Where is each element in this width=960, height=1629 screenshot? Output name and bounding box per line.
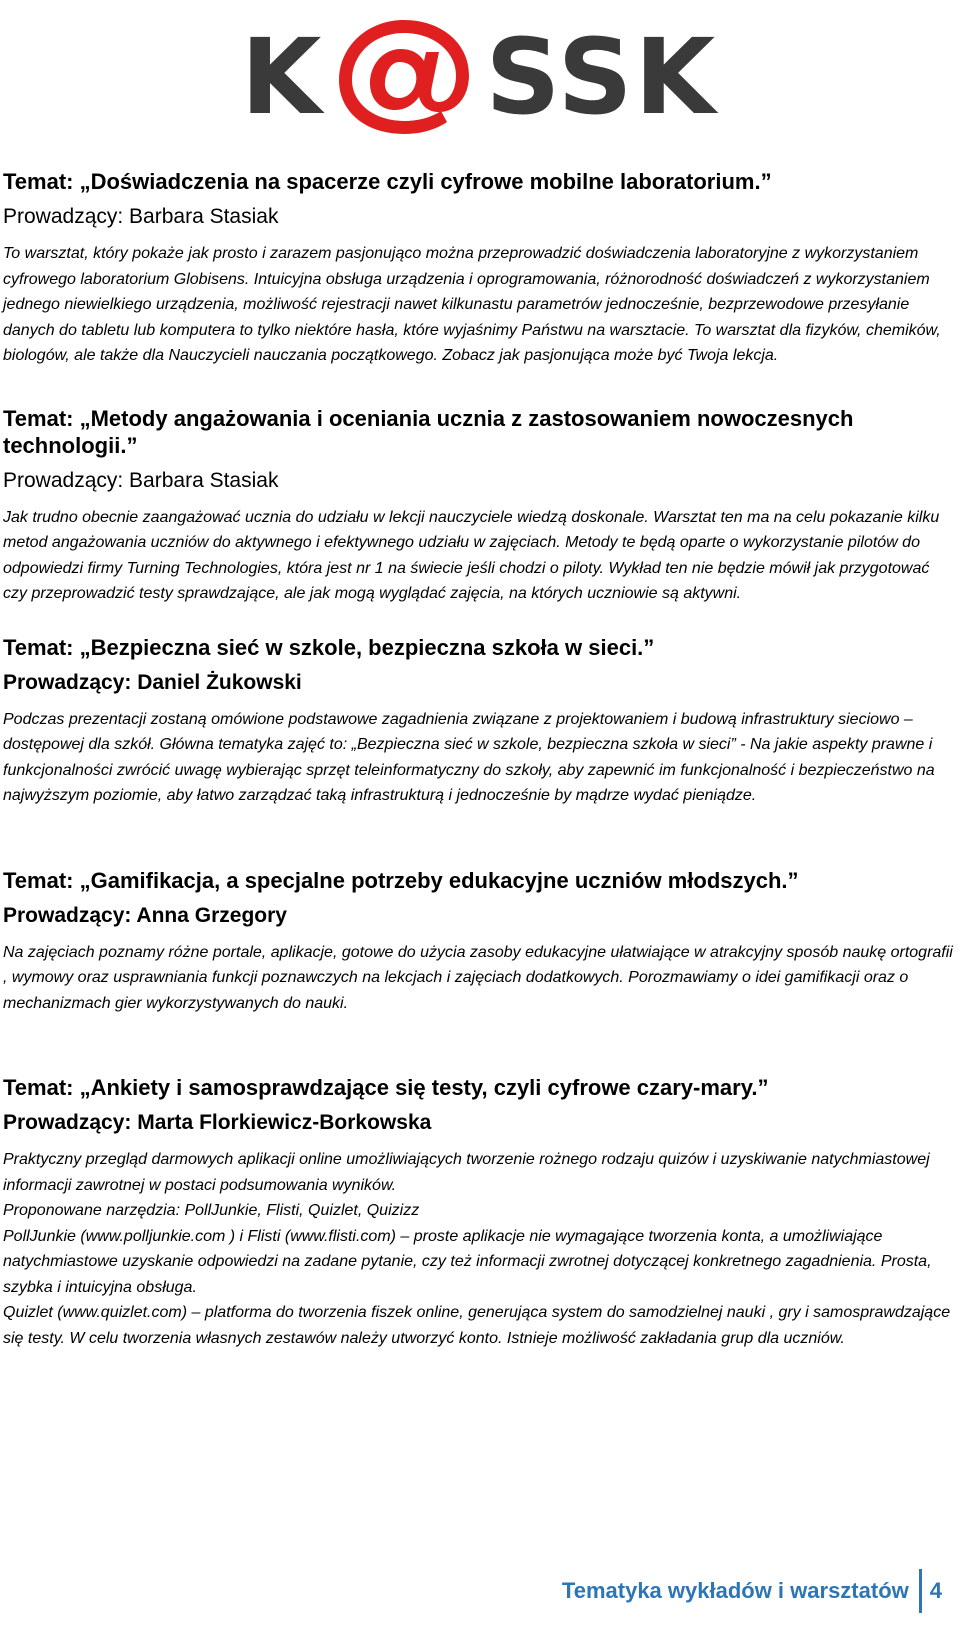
description-text: Jak trudno obecnie zaangażować ucznia do udziału w lekcji nauczyciele wiedzą doskonale. Warsztat ten ma na celu pokazanie kilku metod angażowania uczniów do aktywnego i efektywnego udziału w zajęciach. Metody te będą oparte o wykorzystanie pilotów do odpowiedzi firmy Turning Technologies, która jest nr 1 na świecie jeśli chodzi o piloty. Wykład ten nie będzie mówił jak przygotować czy przeprowadzić testy sprawdzające, ale jak mogą wyglądać zajęcia, na których uczniowie są aktywni. (3, 508, 940, 602)
workshop-section (3, 405, 953, 607)
footer-title: Tematyka wykładów i warsztatów (561, 1578, 909, 1603)
tool-details-paragraph: Quizlet (www.quizlet.com) – platforma do tworzenia fiszek online, generująca system do samodzielnej nauki , gry i samosprawdzające się testy. W celu tworzenia własnych zestawów należy utworzyć konto. Istnieje możliwość zakładania grup dla uczniów. (3, 1304, 951, 1347)
workshop-section (3, 867, 953, 1017)
workshop-topic: Temat: „Bezpieczna sieć w szkole, bezpieczna szkoła w sieci.” (3, 634, 655, 660)
kassk-logo (240, 14, 718, 140)
workshop-description (3, 505, 953, 607)
workshop-leader: Prowadzący: Daniel Żukowski (3, 670, 302, 694)
description-text: Podczas prezentacji zostaną omówione podstawowe zagadnienia związane z projektowaniem i budową infrastruktury sieciowo – dostępowej dla szkół. Główna tematyka zajęć to: „Bezpieczna sieć w szkole, bezpieczna szkoła w sieci” - Na jakie aspekty prawne i funkcjonalności zwrócić uwagę wybierając sprzęt teleinformatyczny do szkoły, aby zapewnić im funkcjonalność i bezpieczeństwo na najwyższym poziomie, aby łatwo zarządzać taką infrastrukturą i jednocześnie by mądrze wydać pieniądze. (3, 710, 935, 804)
description-text: Na zajęciach poznamy różne portale, aplikacje, gotowe do użycia zasoby edukacyjne ułatwiające w atrakcyjny sposób naukę ortografii , wymowy oraz usprawniania funkcji poznawczych na lekcjach i zajęciach dodatkowych. Porozmawiamy o idei gamifikacji oraz o mechanizmach gier wykorzystywanych do nauki. (3, 943, 953, 1012)
workshop-topic: Temat: „Gamifikacja, a specjalne potrzeby edukacyjne uczniów młodszych.” (3, 867, 799, 893)
document-body (3, 168, 953, 1351)
description-text: To warsztat, który pokaże jak prosto i zarazem pasjonująco można przeprowadzić doświadczenia laboratoryjne z wykorzystaniem cyfrowego laboratorium Globisens. Intuicyjna obsługa urządzenia i oprogramowania, różnorodność doświadczeń z wykorzystaniem jednego niewielkiego urządzenia, możliwość rejestracji nawet kilkunastu parametrów jednocześnie, bezprzewodowe przesyłanie danych do tabletu lub komputera to tylko niektóre hasła, które wyjaśnimy Państwu na warsztacie. To warsztat dla fizyków, chemików, biologów, ale także dla Nauczycieli nauczania początkowego. Zobacz jak pasjonująca może być Twoja lekcja. (3, 245, 941, 364)
workshop-description (3, 707, 953, 809)
proposed-tools: Proponowane narzędzia: PollJunkie, Flisti, Quizlet, Quizizz (3, 1202, 420, 1219)
workshop-leader: Prowadzący: Barbara Stasiak (3, 205, 279, 228)
workshop-leader: Prowadzący: Anna Grzegory (3, 903, 287, 927)
logo-letters-ssk: SSK (485, 16, 718, 138)
workshop-description (3, 940, 953, 1017)
workshop-leader: Prowadzący: Barbara Stasiak (3, 468, 279, 492)
workshop-description (3, 241, 953, 369)
workshop-topic: Temat: „Metody angażowania i oceniania ucznia z zastosowaniem nowoczesnych technologii.” (3, 405, 854, 458)
logo-letter-k: K (240, 16, 324, 138)
workshop-topic: Temat: „Doświadczenia na spacerze czyli cyfrowe mobilne laboratorium.” (3, 169, 772, 194)
workshop-topic: Temat: „Ankiety i samosprawdzające się testy, czyli cyfrowe czary-mary.” (3, 1075, 769, 1100)
logo-at-symbol (329, 12, 479, 143)
page-number: 4 (929, 1578, 942, 1603)
workshop-section (3, 168, 953, 369)
workshop-section (3, 634, 953, 809)
at-symbol-icon (329, 12, 479, 138)
workshop-description (3, 1147, 953, 1351)
workshop-leader: Prowadzący: Marta Florkiewicz-Borkowska (3, 1111, 432, 1134)
workshop-section (3, 1074, 953, 1351)
page-footer (562, 1569, 942, 1613)
description-text: Praktyczny przegląd darmowych aplikacji online umożliwiających tworzenie rożnego rodzaju quizów i uzyskiwanie natychmiastowej informacji zawrotnej w postaci podsumowania wyników. (3, 1151, 930, 1194)
tool-details-paragraph: PollJunkie (www.polljunkie.com ) i Flisti (www.flisti.com) – proste aplikacje nie wymagające tworzenia konta, a umożliwiające natychmiastowe uzyskanie odpowiedzi na zadane pytanie, czy też informacji zwrotnej dotyczącej konkretnego zagadnienia. Prosta, szybka i intuicyjna obsługa. (3, 1227, 932, 1296)
